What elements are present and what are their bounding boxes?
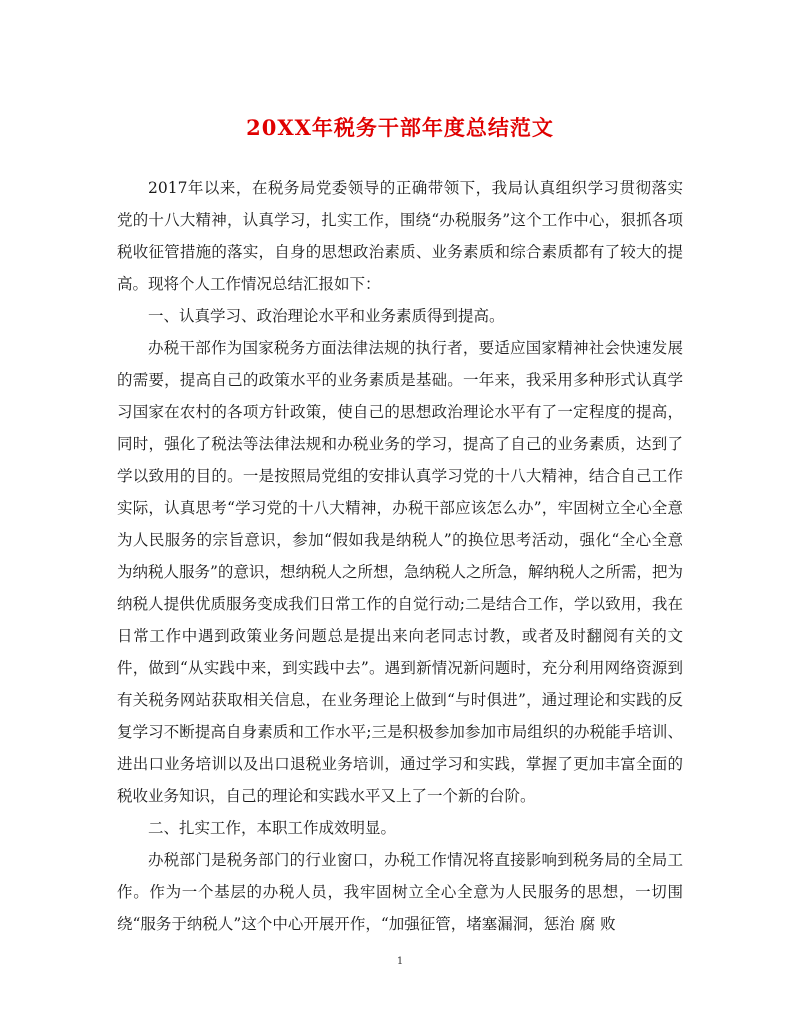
section-heading-1: 一、认真学习、政治理论水平和业务素质得到提高。	[148, 307, 505, 325]
paragraph-intro: 2017年以来，在税务局党委领导的正确带领下，我局认真组织学习贯彻落实党的十八大精神，认真学习，扎实工作，围绕“办税服务”这个工作中心，狠抓各项税收征管措施的落实，自身的思想政治素质、业务素质和综合素质都有了较大的提高。现将个人工作情况总结汇报如下：	[117, 179, 683, 293]
section-heading-2: 二、扎实工作，本职工作成效明显。	[148, 819, 397, 837]
paragraph-section-1: 办税干部作为国家税务方面法律法规的执行者，要适应国家精神社会快速发展的需要，提高自己的政策水平的业务素质是基础。一年来，我采用多种形式认真学习国家在农村的各项方针政策，使自己的思想政治理论水平有了一定程度的提高，同时，强化了税法等法律法规和办税业务的学习，提高了自己的业务素质，达到了学以致用的目的。一是按照局党组的安排认真学习党的十八大精神，结合自己工作实际，认真思考“学习党的十八大精神，办税干部应该怎么办”，牢固树立全心全意为人民服务的宗旨意识，参加“假如我是纳税人”的换位思考活动，强化“全心全意为纳税人服务”的意识，想纳税人之所想，急纳税人之所急，解纳税人之所需，把为纳税人提供优质服务变成我们日常工作的自觉行动;二是结合工作，学以致用，我在日常工作中遇到政策业务问题总是提出来向老同志讨教，或者及时翻阅有关的文件，做到“从实践中来，到实践中去”。遇到新情况新问题时，充分利用网络资源到有关税务网站获取相关信息，在业务理论上做到“与时俱进”，通过理论和实践的反复学习不断提高自身素质和工作水平;三是积极参加参加市局组织的办税能手培训、进出口业务培训以及出口退税业务培训，通过学习和实践，掌握了更加丰富全面的税收业务知识，自己的理论和实践水平又上了一个新的台阶。	[117, 339, 683, 805]
document-body	[117, 172, 683, 940]
paragraph-section-2: 办税部门是税务部门的行业窗口，办税工作情况将直接影响到税务局的全局工作。作为一个基层的办税人员，我牢固树立全心全意为人民服务的思想，一切围绕“服务于纳税人”这个中心开展开作，“加强征管，堵塞漏洞，惩治 腐 败	[117, 851, 683, 933]
page-number: 1	[396, 956, 404, 967]
document-title: 20XX年税务干部年度总结范文	[246, 115, 554, 140]
